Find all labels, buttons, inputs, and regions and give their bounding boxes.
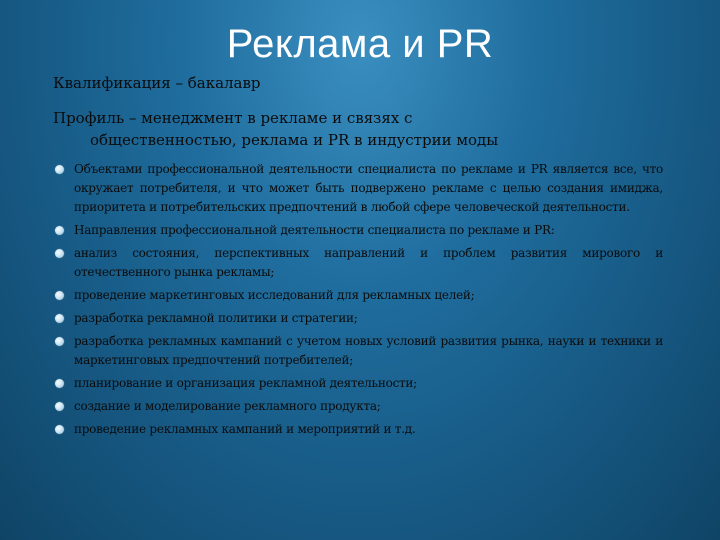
list-item	[53, 244, 663, 282]
qualification-text: Квалификация – бакалавр	[53, 74, 261, 92]
list-item-text: Объектами профессиональной деятельности специалиста по рекламе и PR является все, что окружает потребителя, и что может быть подвержено рекламе с целью создания имиджа, приоритета и потребительских предпочтений в любой сфере человеческой деятельности.	[74, 162, 663, 214]
profile-line-2: общественностью, реклама и PR в индустрии моды	[90, 131, 499, 149]
list-item-text: проведение маркетинговых исследований для рекламных целей;	[74, 288, 475, 302]
list-item-text: разработка рекламной политики и стратегии;	[74, 311, 358, 325]
list-item	[53, 374, 663, 393]
bullet-icon	[55, 379, 64, 388]
bullet-icon	[55, 337, 64, 346]
bullet-icon	[55, 314, 64, 323]
list-item-text: Направления профессиональной деятельности специалиста по рекламе и PR:	[74, 223, 555, 237]
list-item	[53, 286, 663, 305]
list-item-text: проведение рекламных кампаний и мероприятий и т.д.	[74, 422, 416, 436]
profile-text	[53, 107, 673, 151]
list-item	[53, 332, 663, 370]
list-item-text: анализ состояния, перспективных направлений и проблем развития мирового и отечественного рынка рекламы;	[74, 246, 663, 279]
list-item-text: создание и моделирование рекламного продукта;	[74, 399, 381, 413]
bullet-icon	[55, 291, 64, 300]
list-item	[53, 420, 663, 439]
list-item-text: разработка рекламных кампаний с учетом новых условий развития рынка, науки и техники и маркетинговых предпочтений потребителей;	[74, 334, 663, 367]
profile-line-1: Профиль – менеджмент в рекламе и связях с	[53, 109, 413, 127]
list-item-text: планирование и организация рекламной деятельности;	[74, 376, 417, 390]
list-item	[53, 309, 663, 328]
bullet-list	[53, 160, 663, 443]
bullet-icon	[55, 425, 64, 434]
bullet-icon	[55, 402, 64, 411]
list-item	[53, 221, 663, 240]
bullet-icon	[55, 226, 64, 235]
bullet-icon	[55, 165, 64, 174]
slide-title: Реклама и PR	[226, 22, 494, 66]
bullet-icon	[55, 249, 64, 258]
list-item	[53, 160, 663, 217]
list-item	[53, 397, 663, 416]
